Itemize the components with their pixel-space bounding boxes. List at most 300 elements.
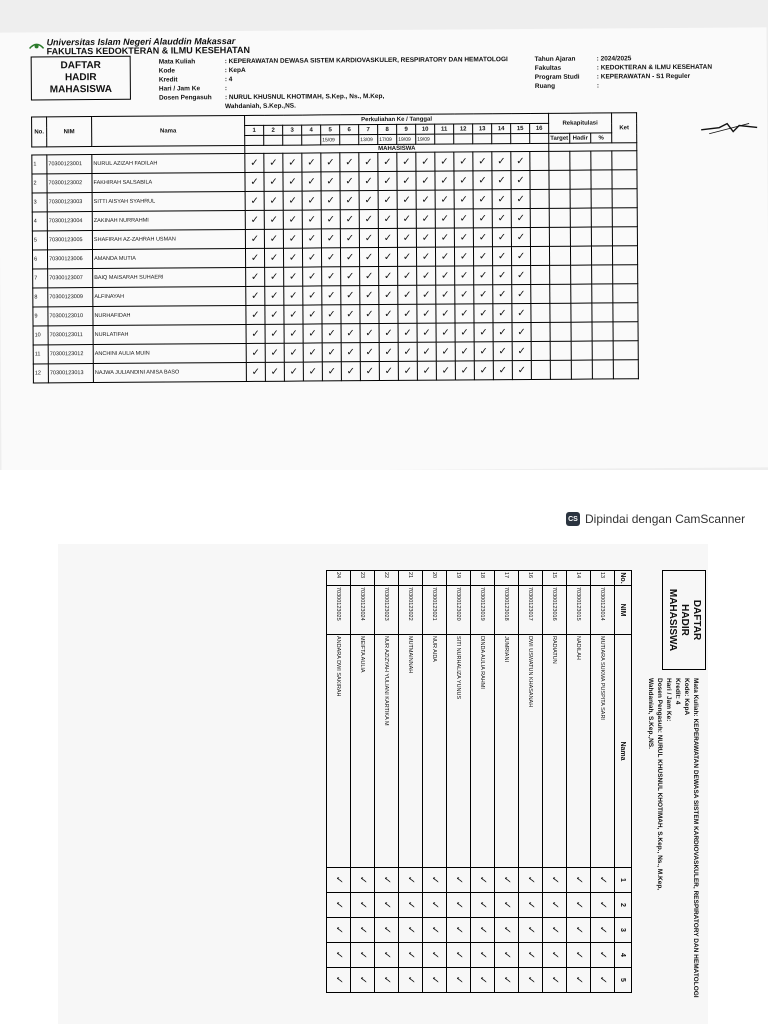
rekap-cell — [591, 227, 612, 246]
attendance-cell: ✓ — [447, 918, 471, 943]
title-line: HADIR — [64, 72, 97, 84]
attendance-cell: ✓ — [351, 868, 375, 893]
attendance-cell: ✓ — [495, 918, 519, 943]
attendance-cell: ✓ — [416, 228, 435, 247]
attendance-cell: ✓ — [303, 362, 322, 381]
session-number: 2 — [615, 893, 632, 918]
rekap-cell — [591, 246, 612, 265]
student-name: SITI NURHALIZA YUNUS — [447, 635, 471, 868]
faculty-name: FAKULTAS KEDOKTERAN & ILMU KESEHATAN — [46, 44, 250, 57]
student-name: BAIQ MAISARAH SUHAERI — [93, 267, 246, 287]
meta-key: Program Studi — [534, 73, 580, 81]
attendance-cell: ✓ — [455, 323, 474, 342]
title-line: MAHASISWA — [667, 588, 678, 652]
attendance-cell: ✓ — [398, 304, 417, 323]
attendance-cell: ✓ — [511, 151, 530, 170]
rekap-cell — [613, 341, 638, 360]
col-perkuliahan-header: Perkuliahan Ke / Tanggal — [245, 113, 549, 125]
student-name: NURLATIFAH — [93, 324, 246, 344]
attendance-cell: ✓ — [471, 918, 495, 943]
meta-row — [664, 678, 673, 998]
attendance-cell: ✓ — [417, 304, 436, 323]
attendance-cell: ✓ — [321, 210, 340, 229]
student-name: JUMRIANI — [495, 635, 519, 868]
attendance-cell: ✓ — [264, 153, 283, 172]
attendance-cell — [531, 303, 550, 322]
session-number: 16 — [530, 123, 549, 133]
attendance-cell: ✓ — [416, 247, 435, 266]
attendance-cell: ✓ — [474, 361, 493, 380]
attendance-cell: ✓ — [455, 266, 474, 285]
attendance-cell: ✓ — [284, 267, 303, 286]
attendance-cell: ✓ — [327, 943, 351, 968]
attendance-cell: ✓ — [340, 210, 359, 229]
rekap-cell — [570, 227, 591, 246]
attendance-cell: ✓ — [375, 943, 399, 968]
attendance-cell: ✓ — [283, 210, 302, 229]
rekap-cell — [591, 170, 612, 189]
session-number: 3 — [615, 918, 632, 943]
session-number: 6 — [340, 125, 359, 135]
student-row — [33, 360, 638, 383]
student-row — [423, 571, 447, 993]
attendance-cell: ✓ — [435, 228, 454, 247]
student-row — [567, 571, 591, 993]
attendance-cell: ✓ — [543, 893, 567, 918]
attendance-cell: ✓ — [471, 968, 495, 993]
attendance-cell: ✓ — [283, 248, 302, 267]
col-nama-header: Nama — [615, 635, 632, 868]
attendance-cell: ✓ — [512, 322, 531, 341]
student-nim: 70300123010 — [48, 307, 93, 326]
attendance-cell: ✓ — [591, 893, 615, 918]
attendance-cell: ✓ — [351, 893, 375, 918]
student-no: 22 — [375, 571, 399, 586]
session-date — [454, 134, 473, 144]
course-info-page-2 — [646, 678, 700, 998]
attendance-cell: ✓ — [283, 191, 302, 210]
rekap-cell — [571, 322, 592, 341]
attendance-cell: ✓ — [471, 943, 495, 968]
meta-row — [535, 81, 712, 91]
student-row — [543, 571, 567, 993]
attendance-cell: ✓ — [495, 893, 519, 918]
rekap-cell — [591, 189, 612, 208]
attendance-cell: ✓ — [455, 361, 474, 380]
attendance-cell: ✓ — [360, 324, 379, 343]
attendance-cell: ✓ — [397, 190, 416, 209]
session-date: 19/09 — [416, 134, 435, 144]
attendance-cell: ✓ — [246, 324, 265, 343]
attendance-cell: ✓ — [379, 304, 398, 323]
rekap-cell — [571, 303, 592, 322]
meta-value: : KEPERAWATAN DEWASA SISTEM KARDIOVASKULER, RESPIRATORY DAN HEMATOLOGI — [692, 714, 699, 998]
attendance-cell: ✓ — [423, 943, 447, 968]
student-no: 5 — [32, 231, 47, 250]
meta-key: Kode — [683, 678, 690, 695]
student-nim: 70300123007 — [48, 269, 93, 288]
attendance-cell: ✓ — [284, 286, 303, 305]
student-name: NURHAFIDAH — [93, 305, 246, 325]
student-name: NAJWA JULIANDINI ANISA BASO — [93, 362, 246, 382]
attendance-cell: ✓ — [398, 285, 417, 304]
attendance-cell: ✓ — [511, 208, 530, 227]
attendance-cell — [531, 341, 550, 360]
meta-key: Dosen Pengasuh — [158, 94, 212, 102]
rekap-cell — [612, 189, 637, 208]
attendance-cell — [530, 151, 549, 170]
attendance-cell: ✓ — [265, 305, 284, 324]
attendance-cell: ✓ — [519, 943, 543, 968]
rekap-cell — [549, 170, 570, 189]
attendance-cell: ✓ — [341, 324, 360, 343]
attendance-cell: ✓ — [397, 247, 416, 266]
attendance-cell — [530, 246, 549, 265]
student-row — [519, 571, 543, 993]
attendance-cell: ✓ — [341, 343, 360, 362]
meta-value: Wahdaniah, S.Kep.,NS. — [647, 678, 654, 749]
meta-row — [682, 678, 691, 998]
col-nim-header: NIM — [615, 586, 632, 635]
meta-key: Hari / Jam Ke — [665, 678, 672, 720]
meta-row — [646, 678, 655, 998]
attendance-cell: ✓ — [471, 893, 495, 918]
rekap-subheader: Hadir — [570, 133, 591, 143]
attendance-cell: ✓ — [511, 170, 530, 189]
student-name: NUR AZIZYAH YULIANI KARTIKA M — [375, 635, 399, 868]
student-no: 6 — [32, 250, 47, 269]
rekap-cell — [571, 265, 592, 284]
session-number: 4 — [302, 125, 321, 135]
student-name: SITTI AISYAH SYAHRUL — [92, 191, 245, 211]
student-no: 24 — [327, 571, 351, 586]
attendance-cell: ✓ — [519, 868, 543, 893]
rekap-cell — [549, 151, 570, 170]
student-nim: 70300123003 — [47, 193, 92, 212]
meta-value: : KEDOKTERAN & ILMU KESEHATAN — [596, 63, 713, 72]
rekap-cell — [549, 246, 570, 265]
camscanner-label: Dipindai dengan CamScanner — [585, 512, 746, 526]
attendance-cell: ✓ — [341, 286, 360, 305]
session-date — [511, 133, 530, 143]
title-line: DAFTAR — [691, 599, 702, 641]
student-nim: 70300123025 — [327, 586, 351, 635]
col-nama-header: Nama — [92, 115, 245, 146]
attendance-cell — [530, 170, 549, 189]
col-rekap-header: Rekapitulasi — [549, 113, 612, 133]
meta-key: Kode — [158, 67, 176, 75]
attendance-cell: ✓ — [360, 286, 379, 305]
attendance-cell: ✓ — [340, 172, 359, 191]
rekap-cell — [613, 360, 638, 379]
student-nim: 70300123014 — [591, 586, 615, 635]
attendance-cell: ✓ — [473, 228, 492, 247]
attendance-cell: ✓ — [454, 228, 473, 247]
attendance-cell: ✓ — [283, 172, 302, 191]
attendance-cell: ✓ — [264, 191, 283, 210]
attendance-cell: ✓ — [511, 189, 530, 208]
meta-key: Mata Kuliah — [692, 678, 699, 715]
session-date — [283, 135, 302, 145]
rekap-cell — [550, 303, 571, 322]
attendance-cell: ✓ — [492, 209, 511, 228]
attendance-cell: ✓ — [455, 342, 474, 361]
session-number: 1 — [245, 125, 264, 135]
attendance-cell: ✓ — [303, 286, 322, 305]
attendance-cell: ✓ — [474, 304, 493, 323]
attendance-cell: ✓ — [379, 266, 398, 285]
document-title-page-2 — [662, 570, 706, 670]
attendance-cell: ✓ — [264, 248, 283, 267]
student-nim: 70300123016 — [543, 586, 567, 635]
session-number: 11 — [435, 124, 454, 134]
attendance-cell: ✓ — [512, 284, 531, 303]
rekap-cell — [612, 227, 637, 246]
attendance-cell: ✓ — [302, 210, 321, 229]
rekap-cell — [550, 360, 571, 379]
institution-header — [47, 37, 250, 56]
attendance-cell: ✓ — [399, 943, 423, 968]
attendance-cell: ✓ — [398, 361, 417, 380]
attendance-cell: ✓ — [246, 305, 265, 324]
attendance-cell: ✓ — [447, 943, 471, 968]
student-no: 18 — [471, 571, 495, 586]
attendance-cell: ✓ — [378, 152, 397, 171]
attendance-cell: ✓ — [341, 305, 360, 324]
col-ket-header: Ket — [612, 113, 637, 143]
attendance-cell: ✓ — [322, 343, 341, 362]
attendance-cell: ✓ — [436, 304, 455, 323]
attendance-cell — [531, 360, 550, 379]
attendance-cell — [530, 208, 549, 227]
attendance-cell: ✓ — [591, 918, 615, 943]
attendance-cell: ✓ — [245, 229, 264, 248]
meta-value: Wahdaniah, S.Kep.,NS. — [224, 102, 296, 111]
session-date — [435, 134, 454, 144]
student-name: NUR AIDA — [423, 635, 447, 868]
attendance-cell: ✓ — [246, 286, 265, 305]
attendance-cell: ✓ — [493, 304, 512, 323]
rekap-cell — [592, 360, 613, 379]
course-info — [159, 55, 509, 111]
student-name: NURUL AZIZAH FADILAH — [92, 153, 245, 173]
attendance-cell: ✓ — [245, 172, 264, 191]
attendance-cell: ✓ — [265, 343, 284, 362]
attendance-cell: ✓ — [493, 361, 512, 380]
attendance-cell: ✓ — [512, 360, 531, 379]
attendance-cell: ✓ — [471, 868, 495, 893]
rekap-subheader: Target — [549, 133, 570, 143]
attendance-table — [31, 112, 639, 383]
attendance-cell: ✓ — [302, 153, 321, 172]
session-date: 17/09 — [378, 134, 397, 144]
attendance-cell: ✓ — [360, 362, 379, 381]
attendance-cell — [531, 284, 550, 303]
attendance-cell: ✓ — [246, 343, 265, 362]
attendance-cell: ✓ — [245, 191, 264, 210]
student-no: 13 — [591, 571, 615, 586]
student-row — [375, 571, 399, 993]
attendance-cell: ✓ — [454, 152, 473, 171]
attendance-cell: ✓ — [436, 285, 455, 304]
rekap-cell — [550, 265, 571, 284]
student-row — [351, 571, 375, 993]
col-nim-header: NIM — [47, 117, 92, 147]
meta-value: : NURUL KHUSNUL KHOTIMAH, S.Kep., Ns., M.Kep, — [224, 92, 385, 102]
attendance-cell: ✓ — [543, 968, 567, 993]
session-date — [340, 135, 359, 145]
attendance-cell: ✓ — [567, 968, 591, 993]
handwritten-signature — [699, 117, 759, 137]
rekap-cell — [591, 151, 612, 170]
meta-value: : KepA — [224, 66, 246, 75]
attendance-cell: ✓ — [360, 305, 379, 324]
attendance-cell: ✓ — [359, 248, 378, 267]
student-nim: 70300123019 — [471, 586, 495, 635]
attendance-cell: ✓ — [511, 246, 530, 265]
attendance-cell: ✓ — [265, 324, 284, 343]
rekap-cell — [549, 208, 570, 227]
student-nim: 70300123005 — [47, 231, 92, 250]
attendance-cell: ✓ — [492, 152, 511, 171]
attendance-cell: ✓ — [379, 361, 398, 380]
student-row — [327, 571, 351, 993]
student-no: 11 — [33, 345, 48, 364]
attendance-cell: ✓ — [321, 191, 340, 210]
student-row — [495, 571, 519, 993]
rekap-cell — [612, 151, 637, 170]
attendance-cell: ✓ — [284, 362, 303, 381]
student-no: 19 — [447, 571, 471, 586]
attendance-cell: ✓ — [492, 190, 511, 209]
attendance-cell: ✓ — [416, 171, 435, 190]
attendance-cell: ✓ — [511, 227, 530, 246]
rekap-cell — [591, 208, 612, 227]
session-number: 5 — [321, 125, 340, 135]
attendance-cell: ✓ — [416, 152, 435, 171]
attendance-cell: ✓ — [495, 868, 519, 893]
student-row — [471, 571, 495, 993]
student-no: 14 — [567, 571, 591, 586]
student-no: 4 — [32, 212, 47, 231]
attendance-cell — [530, 189, 549, 208]
attendance-cell: ✓ — [351, 968, 375, 993]
rekap-cell — [592, 303, 613, 322]
attendance-cell: ✓ — [399, 868, 423, 893]
attendance-cell: ✓ — [303, 324, 322, 343]
attendance-cell: ✓ — [473, 152, 492, 171]
attendance-cell: ✓ — [375, 868, 399, 893]
attendance-table-page-2 — [326, 570, 632, 993]
attendance-cell: ✓ — [359, 229, 378, 248]
attendance-cell: ✓ — [264, 210, 283, 229]
attendance-cell: ✓ — [359, 153, 378, 172]
session-number: 9 — [397, 124, 416, 134]
attendance-cell: ✓ — [264, 172, 283, 191]
session-date: 19/09 — [397, 134, 416, 144]
rekap-cell — [613, 265, 638, 284]
rekap-cell — [612, 170, 637, 189]
attendance-cell: ✓ — [302, 172, 321, 191]
section-label: MAHASISWA — [245, 143, 549, 153]
attendance-cell: ✓ — [417, 361, 436, 380]
student-nim: 70300123024 — [351, 586, 375, 635]
student-name: FAKHIRAH SALSABILA — [92, 172, 245, 192]
rekap-cell — [570, 170, 591, 189]
attendance-cell: ✓ — [359, 172, 378, 191]
attendance-cell: ✓ — [378, 171, 397, 190]
attendance-cell: ✓ — [493, 285, 512, 304]
student-name: RADIATUN — [543, 635, 567, 868]
student-row — [591, 571, 615, 993]
rekap-cell — [612, 208, 637, 227]
attendance-cell: ✓ — [378, 209, 397, 228]
attendance-cell: ✓ — [543, 868, 567, 893]
attendance-cell: ✓ — [447, 893, 471, 918]
attendance-cell: ✓ — [245, 210, 264, 229]
student-no: 15 — [543, 571, 567, 586]
attendance-cell: ✓ — [447, 868, 471, 893]
attendance-cell: ✓ — [283, 229, 302, 248]
attendance-cell: ✓ — [322, 305, 341, 324]
rekap-cell — [571, 284, 592, 303]
attendance-cell: ✓ — [303, 343, 322, 362]
student-nim: 70300123018 — [495, 586, 519, 635]
attendance-cell: ✓ — [340, 248, 359, 267]
attendance-cell: ✓ — [492, 171, 511, 190]
attendance-cell: ✓ — [245, 153, 264, 172]
attendance-cell: ✓ — [379, 323, 398, 342]
attendance-cell: ✓ — [398, 266, 417, 285]
attendance-cell: ✓ — [265, 286, 284, 305]
attendance-cell: ✓ — [359, 191, 378, 210]
attendance-cell: ✓ — [436, 323, 455, 342]
attendance-cell: ✓ — [246, 267, 265, 286]
institution-name: Universitas Islam Negeri Alauddin Makassar — [46, 36, 236, 48]
attendance-cell: ✓ — [473, 171, 492, 190]
session-number: 7 — [359, 125, 378, 135]
student-name: ANDARA DWI SAKIRAH — [327, 635, 351, 868]
rotated-attendance-sheet — [196, 570, 706, 1020]
student-name: ANCHINI AULIA MUIN — [93, 343, 246, 363]
camscanner-logo-icon: CS — [566, 512, 580, 526]
attendance-cell — [530, 227, 549, 246]
student-no: 23 — [351, 571, 375, 586]
session-number: 5 — [615, 968, 632, 993]
meta-key: Kredit — [674, 678, 681, 697]
attendance-cell: ✓ — [435, 190, 454, 209]
attendance-cell: ✓ — [327, 918, 351, 943]
attendance-cell: ✓ — [436, 342, 455, 361]
attendance-cell: ✓ — [283, 153, 302, 172]
student-row — [399, 571, 423, 993]
student-no: 12 — [33, 364, 48, 383]
attendance-cell: ✓ — [245, 248, 264, 267]
attendance-cell: ✓ — [303, 305, 322, 324]
rekap-cell — [570, 246, 591, 265]
session-date — [302, 135, 321, 145]
student-nim: 70300123009 — [48, 288, 93, 307]
attendance-cell: ✓ — [341, 267, 360, 286]
attendance-cell: ✓ — [302, 191, 321, 210]
rekap-cell — [612, 246, 637, 265]
rekap-cell — [550, 322, 571, 341]
session-number: 1 — [615, 868, 632, 893]
student-name: ZAKINAH NURRAHMI — [92, 210, 245, 230]
attendance-cell: ✓ — [454, 190, 473, 209]
session-number: 14 — [492, 124, 511, 134]
meta-value: : KepA — [683, 694, 690, 716]
